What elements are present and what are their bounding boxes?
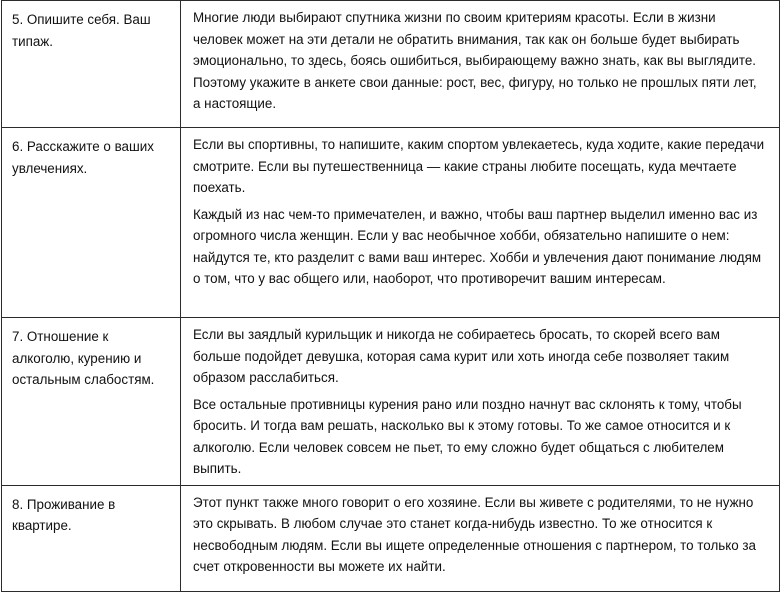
answer-paragraph: Если вы спортивны, то напишите, каким спортом увлекаетесь, куда ходите, какие передачи смотрите. Если вы путешественница — какие страны любите посещать, куда мечтаете поехать. bbox=[193, 137, 765, 195]
answer-paragraph: Все остальные противницы курения рано или поздно начнут вас склонять к тому, чтобы бросить. И тогда вам решать, насколько вы к этому готовы. То же самое относится и к алкоголю. Если человек совсем не пьет, то ему сложно будет общаться с любителем выпить. bbox=[193, 396, 742, 476]
table-row bbox=[2, 318, 780, 486]
question-cell: 6. Расскажите о ваших увлечениях. bbox=[2, 128, 181, 318]
questionnaire-table bbox=[1, 0, 780, 592]
table-row bbox=[2, 485, 780, 591]
answer-paragraph: Этот пункт также много говорит о его хозяине. Если вы живете с родителями, то не нужно это скрывать. В любом случае это станет когда-нибудь известно. То же относится к несвободным людям. Если вы ищете определенные отношения с партнером, то только за счет откровенности вы можете их найти. bbox=[193, 494, 756, 574]
question-cell: 8. Проживание в квартире. bbox=[2, 485, 181, 591]
answer-cell bbox=[181, 128, 780, 318]
question-cell: 7. Отношение к алкоголю, курению и остальным слабостям. bbox=[2, 318, 181, 486]
table-row bbox=[2, 128, 780, 318]
answer-paragraph: Если вы заядлый курильщик и никогда не собираетесь бросать, то скорей всего вам больше подойдет девушка, которая сама курит или хоть иногда себе позволяет таким образом расслабиться. bbox=[193, 327, 730, 385]
answer-cell bbox=[181, 318, 780, 486]
question-cell: 5. Опишите себя. Ваш типаж. bbox=[2, 1, 181, 128]
answer-paragraph: Каждый из нас чем-то примечателен, и важно, чтобы ваш партнер выделил именно вас из огромного числа женщин. Если у вас необычное хобби, обязательно напишите о нем: найдутся те, кто разделит с вами ваш интерес. Хобби и увлечения дают понимание людям о том, что у вас общего или, наоборот, что противоречит вашим интересам. bbox=[193, 206, 762, 286]
answer-cell bbox=[181, 1, 780, 128]
answer-paragraph: Многие люди выбирают спутника жизни по своим критериям красоты. Если в жизни человек может на эти детали не обратить внимания, так как он больше будет выбирать эмоционально, то здесь, боясь ошибиться, выбирающему важно знать, как вы выглядите. Поэтому укажите в анкете свои данные: рост, вес, фигуру, но только не прошлых пяти лет, а настоящие. bbox=[193, 10, 757, 111]
table-row bbox=[2, 1, 780, 128]
answer-cell bbox=[181, 485, 780, 591]
